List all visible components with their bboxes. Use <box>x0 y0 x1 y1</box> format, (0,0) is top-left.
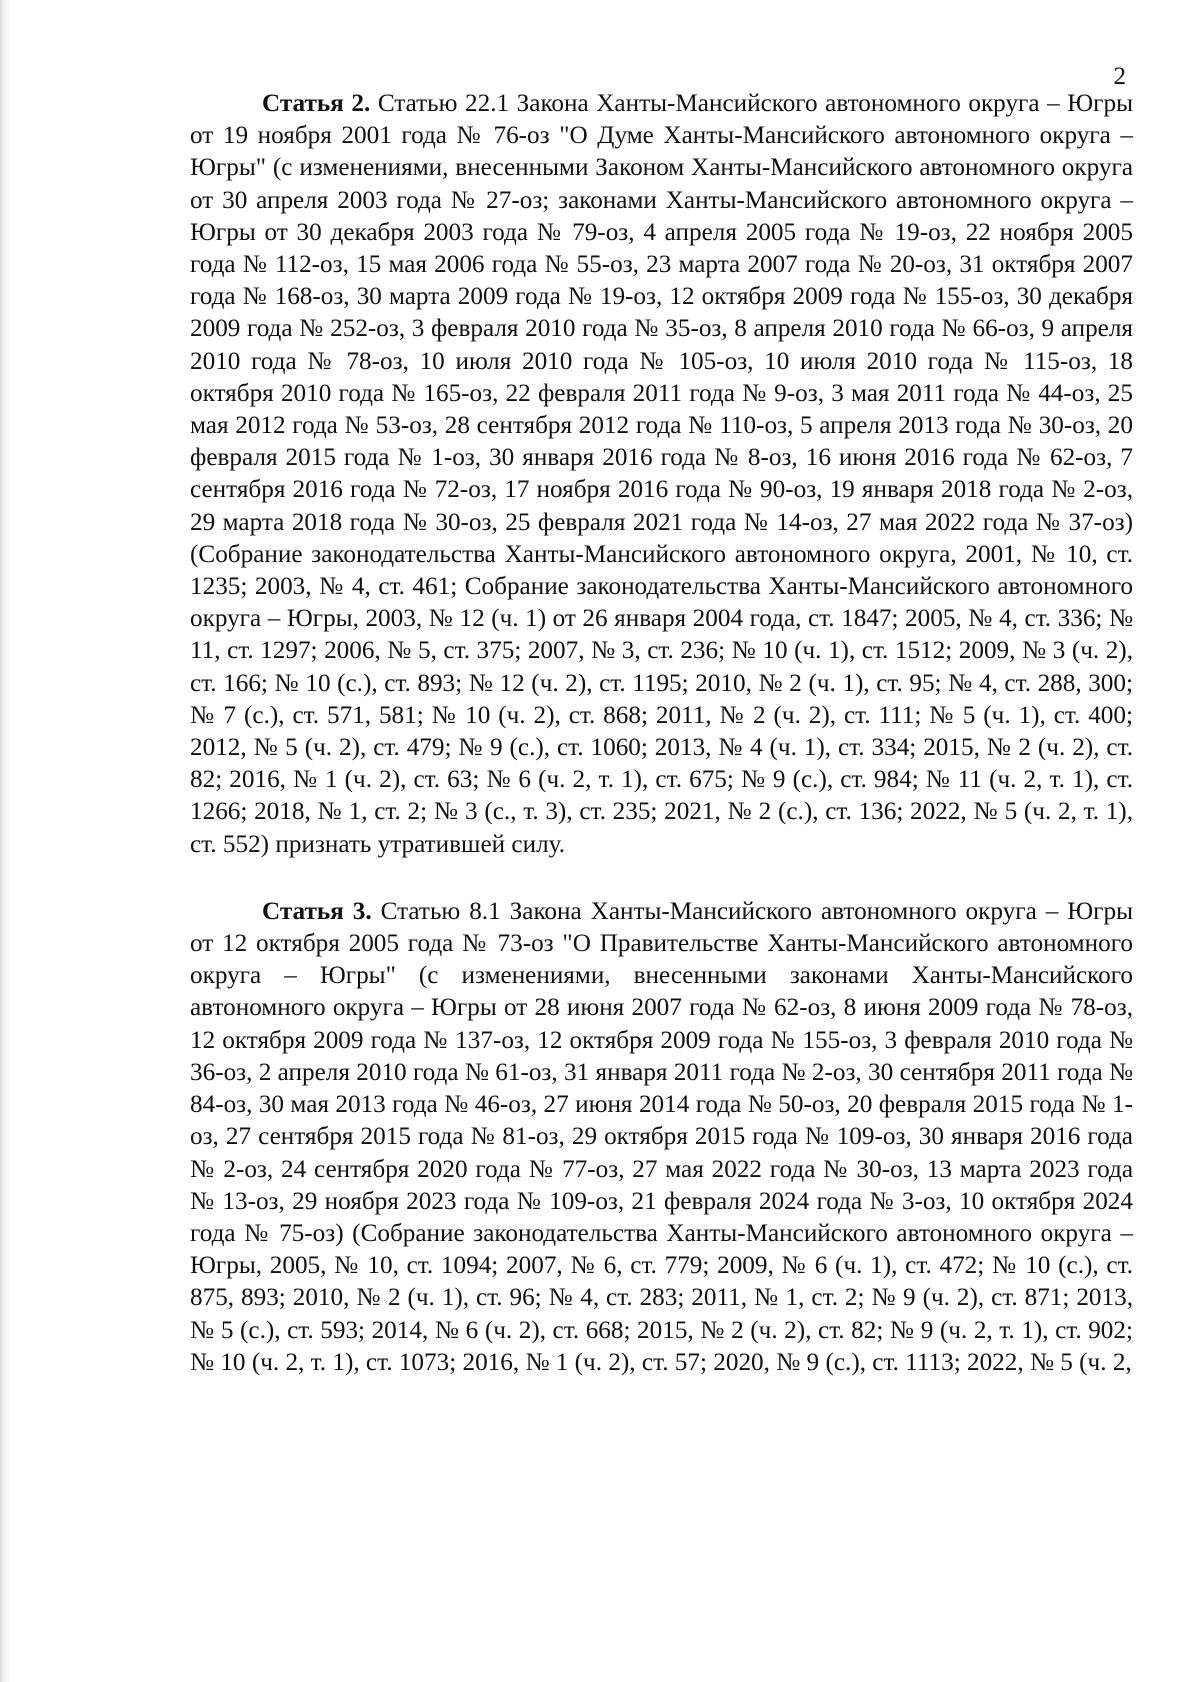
document-page <box>190 88 1133 1379</box>
article-2 <box>190 88 1133 861</box>
page-number: 2 <box>1113 63 1126 90</box>
article-2-text: Статью 22.1 Закона Ханты-Мансийского автономного округа – Югры от 19 ноября 2001 года № 76-оз "О Думе Ханты-Мансийского автономного округа – Югры" (с изменениями, внесенными Законом Ханты-Мансийского автономного округа от 30 апреля 2003 года № 27-оз; законами Ханты-Мансийского автономного округа – Югры от 30 декабря 2003 года № 79-оз, 4 апреля 2005 года № 19-оз, 22 ноября 2005 года № 112-оз, 15 мая 2006 года № 55-оз, 23 марта 2007 года № 20-оз, 31 октября 2007 года № 168-оз, 30 марта 2009 года № 19-оз, 12 октября 2009 года № 155-оз, 30 декабря 2009 года № 252-оз, 3 февраля 2010 года № 35-оз, 8 апреля 2010 года № 66-оз, 9 апреля 2010 года № 78-оз, 10 июля 2010 года № 105-оз, 10 июля 2010 года № 115-оз, 18 октября 2010 года № 165-оз, 22 февраля 2011 года № 9-оз, 3 мая 2011 года № 44-оз, 25 мая 2012 года № 53-оз, 28 сентября 2012 года № 110-оз, 5 апреля 2013 года № 30-оз, 20 февраля 2015 года № 1-оз, 30 января 2016 года № 8-оз, 16 июня 2016 года № 62-оз, 7 сентября 2016 года № 72-оз, 17 ноября 2016 года № 90-оз, 19 января 2018 года № 2-оз, 29 марта 2018 года № 30-оз, 25 февраля 2021 года № 14-оз, 27 мая 2022 года № 37-оз) (Собрание законодательства Ханты-Мансийского автономного округа, 2001, № 10, ст. 1235; 2003, № 4, ст. 461; Собрание законодательства Ханты-Мансийского автономного округа – Югры, 2003, № 12 (ч. 1) от 26 января 2004 года, ст. 1847; 2005, № 4, ст. 336; № 11, ст. 1297; 2006, № 5, ст. 375; 2007, № 3, ст. 236; № 10 (ч. 1), ст. 1512; 2009, № 3 (ч. 2), ст. 166; № 10 (с.), ст. 893; № 12 (ч. 2), ст. 1195; 2010, № 2 (ч. 1), ст. 95; № 4, ст. 288, 300; № 7 (с.), ст. 571, 581; № 10 (ч. 2), ст. 868; 2011, № 2 (ч. 2), ст. 111; № 5 (ч. 1), ст. 400; 2012, № 5 (ч. 2), ст. 479; № 9 (с.), ст. 1060; 2013, № 4 (ч. 1), ст. 334; 2015, № 2 (ч. 2), ст. 82; 2016, № 1 (ч. 2), ст. 63; № 6 (ч. 2, т. 1), ст. 675; № 9 (с.), ст. 984; № 11 (ч. 2, т. 1), ст. 1266; 2018, № 1, ст. 2; № 3 (с., т. 3), ст. 235; 2021, № 2 (с.), ст. 136; 2022, № 5 (ч. 2, т. 1), ст. 552) признать утратившей силу. <box>190 90 1133 858</box>
article-3 <box>190 896 1133 1379</box>
article-3-text: Статью 8.1 Закона Ханты-Мансийского автономного округа – Югры от 12 октября 2005 года № 73-оз "О Правительстве Ханты-Мансийского автономного округа – Югры" (с изменениями, внесенными законами Ханты-Мансийского автономного округа – Югры от 28 июня 2007 года № 62-оз, 8 июня 2009 года № 78-оз, 12 октября 2009 года № 137-оз, 12 октября 2009 года № 155-оз, 3 февраля 2010 года № 36-оз, 2 апреля 2010 года № 61-оз, 31 января 2011 года № 2-оз, 30 сентября 2011 года № 84-оз, 30 мая 2013 года № 46-оз, 27 июня 2014 года № 50-оз, 20 февраля 2015 года № 1-оз, 27 сентября 2015 года № 81-оз, 29 октября 2015 года № 109-оз, 30 января 2016 года № 2-оз, 24 сентября 2020 года № 77-оз, 27 мая 2022 года № 30-оз, 13 марта 2023 года № 13-оз, 29 ноября 2023 года № 109-оз, 21 февраля 2024 года № 3-оз, 10 октября 2024 года № 75-оз) (Собрание законодательства Ханты-Мансийского автономного округа – Югры, 2005, № 10, ст. 1094; 2007, № 6, ст. 779; 2009, № 6 (ч. 1), ст. 472; № 10 (с.), ст. 875, 893; 2010, № 2 (ч. 1), ст. 96; № 4, ст. 283; 2011, № 1, ст. 2; № 9 (ч. 2), ст. 871; 2013, № 5 (с.), ст. 593; 2014, № 6 (ч. 2), ст. 668; 2015, № 2 (ч. 2), ст. 82; № 9 (ч. 2, т. 1), ст. 902; № 10 (ч. 2, т. 1), ст. 1073; 2016, № 1 (ч. 2), ст. 57; 2020, № 9 (с.), ст. 1113; 2022, № 5 (ч. 2, <box>190 897 1133 1376</box>
article-2-heading: Статья 2. <box>262 90 371 117</box>
article-3-heading: Статья 3. <box>262 897 372 925</box>
scan-edge <box>0 0 10 1682</box>
